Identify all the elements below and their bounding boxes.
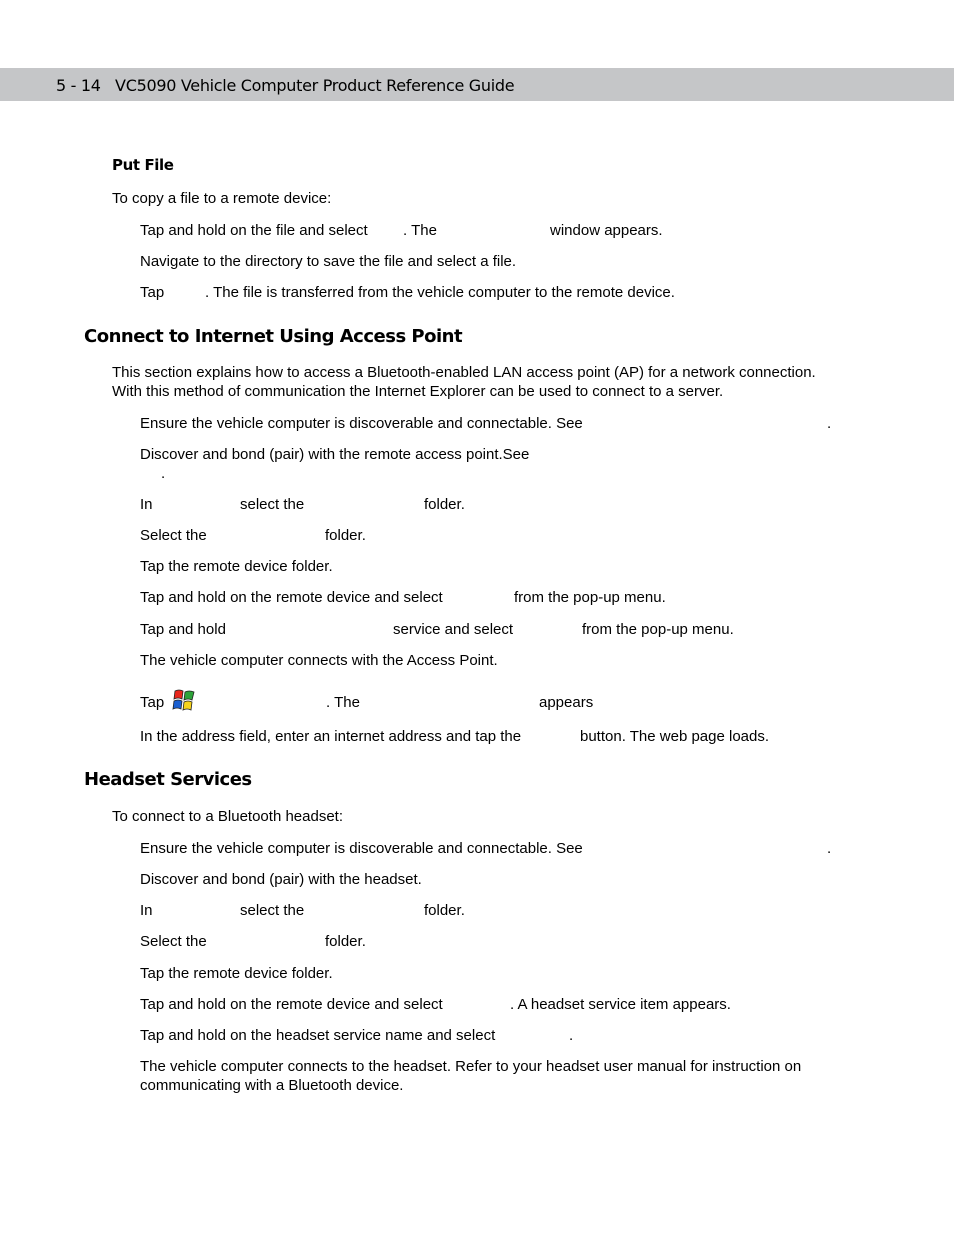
headset-step-6a: Tap and hold on the remote device and select: [140, 996, 443, 1013]
headset-step-3a: In: [140, 902, 153, 919]
put-file-step-3b: . The file is transferred from the vehicle computer to the remote device.: [205, 284, 675, 301]
headset-step-1a: Ensure the vehicle computer is discoverable and connectable. See: [140, 840, 583, 857]
internet-step-1b: .: [827, 415, 832, 432]
internet-step-10b: button. The web page loads.: [580, 728, 770, 745]
internet-step-7b: service and select: [393, 621, 514, 638]
internet-step-10a: In the address field, enter an internet address and tap the: [140, 728, 522, 745]
internet-step-6b: from the pop-up menu.: [514, 589, 666, 606]
internet-step-5: Tap the remote device folder.: [140, 558, 333, 575]
headset-intro: To connect to a Bluetooth headset:: [112, 808, 343, 825]
internet-intro-1: This section explains how to access a Bluetooth-enabled LAN access point (AP) for a network connection.: [112, 364, 816, 381]
put-file-heading: Put File: [112, 156, 174, 174]
internet-step-3b: select the: [240, 496, 305, 513]
headset-step-5: Tap the remote device folder.: [140, 965, 333, 982]
headset-step-6b: . A headset service item appears.: [510, 996, 731, 1013]
headset-heading: Headset Services: [84, 769, 252, 790]
running-header: [56, 76, 514, 95]
headset-step-7a: Tap and hold on the headset service name and select: [140, 1027, 496, 1044]
page-number: 5 - 14: [56, 76, 101, 95]
headset-step-3c: folder.: [424, 902, 465, 919]
headset-step-4b: folder.: [325, 933, 366, 950]
internet-intro-2: With this method of communication the Internet Explorer can be used to connect to a server.: [112, 383, 724, 400]
headset-step-1b: .: [827, 840, 832, 857]
internet-step-9c: appears: [539, 694, 594, 711]
internet-step-2a: Discover and bond (pair) with the remote access point.See: [140, 446, 530, 463]
internet-step-7c: from the pop-up menu.: [582, 621, 734, 638]
internet-step-6a: Tap and hold on the remote device and select: [140, 589, 443, 606]
internet-step-7a: Tap and hold: [140, 621, 226, 638]
headset-step-3b: select the: [240, 902, 305, 919]
put-file-step-2: Navigate to the directory to save the file and select a file.: [140, 253, 517, 270]
guide-title: VC5090 Vehicle Computer Product Reference Guide: [115, 76, 515, 95]
headset-step-7b: .: [569, 1027, 574, 1044]
internet-step-9b: . The: [326, 694, 360, 711]
headset-step-2: Discover and bond (pair) with the headset.: [140, 871, 422, 888]
internet-step-1a: Ensure the vehicle computer is discoverable and connectable. See: [140, 415, 583, 432]
internet-step-2b: .: [161, 465, 166, 482]
headset-step-8b: communicating with a Bluetooth device.: [140, 1077, 404, 1094]
headset-step-8a: The vehicle computer connects to the headset. Refer to your headset user manual for instruction on: [140, 1058, 802, 1075]
internet-step-8: The vehicle computer connects with the Access Point.: [140, 652, 498, 669]
windows-start-icon: [171, 688, 197, 714]
put-file-step-1c: window appears.: [550, 222, 663, 239]
headset-step-4a: Select the: [140, 933, 207, 950]
internet-heading: Connect to Internet Using Access Point: [84, 326, 463, 347]
internet-step-4a: Select the: [140, 527, 207, 544]
internet-step-3c: folder.: [424, 496, 465, 513]
internet-step-4b: folder.: [325, 527, 366, 544]
put-file-step-1a: Tap and hold on the file and select: [140, 222, 368, 239]
put-file-step-3a: Tap: [140, 284, 165, 301]
internet-step-9a: Tap: [140, 694, 165, 711]
internet-step-3a: In: [140, 496, 153, 513]
put-file-intro: To copy a file to a remote device:: [112, 190, 332, 207]
put-file-step-1b: . The: [403, 222, 437, 239]
